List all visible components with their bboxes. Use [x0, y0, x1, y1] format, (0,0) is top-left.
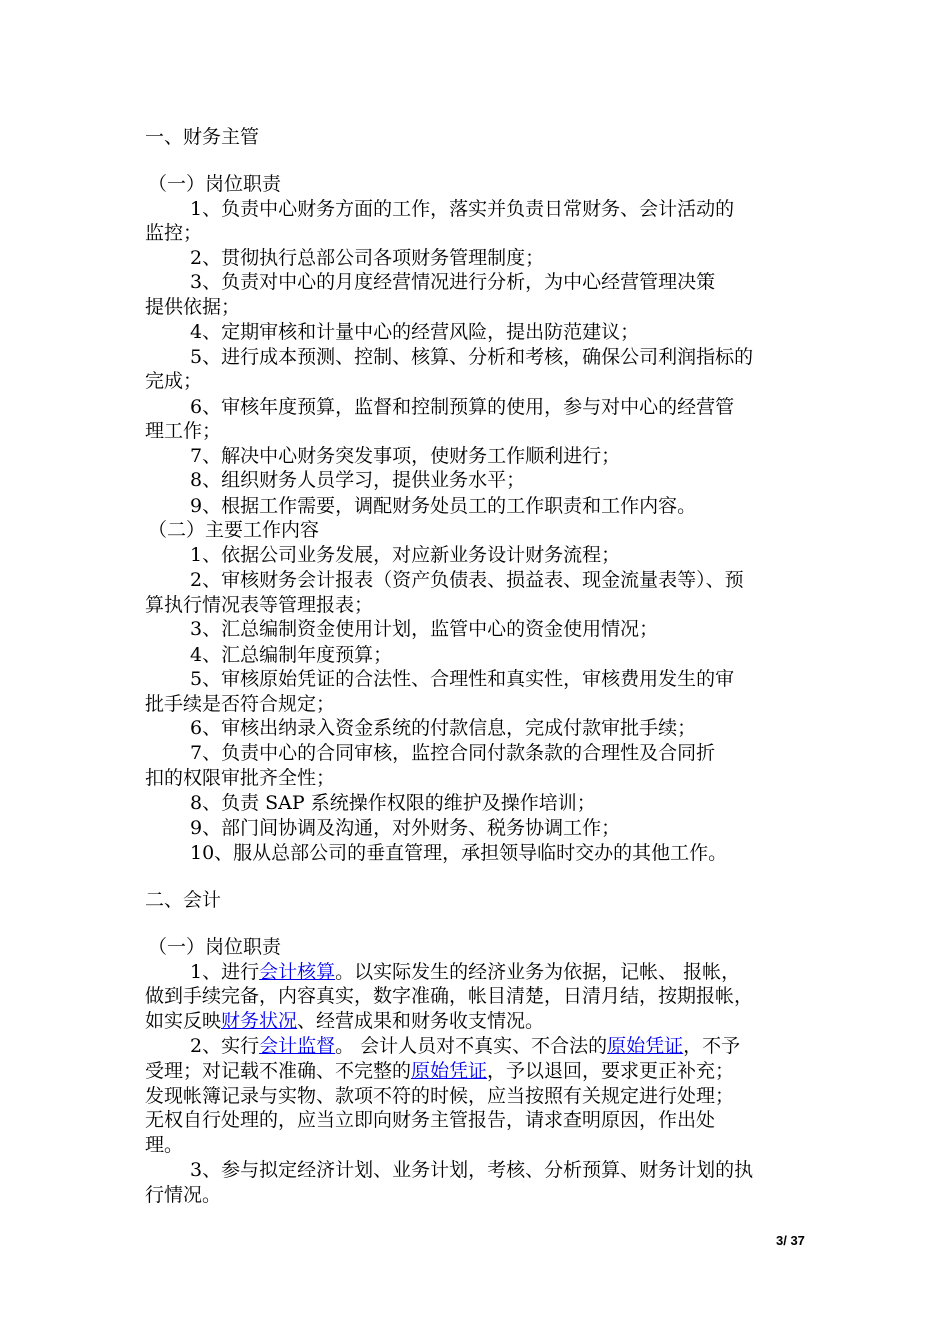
- duty-line: 9、根据工作需要，调配财务处员工的工作职责和工作内容。: [190, 495, 697, 517]
- section-title-finance-supervisor: 一、财务主管: [145, 126, 260, 148]
- duty-line: 4、定期审核和计量中心的经营风险，提出防范建议；: [190, 321, 640, 343]
- page-number: 3/ 37: [776, 1233, 805, 1248]
- text-run: 受理；对记载不准确、不完整的: [145, 1060, 412, 1082]
- work-line: 8、负责 SAP 系统操作权限的维护及操作培训；: [190, 792, 596, 814]
- subsection-heading-duties: （一）岗位职责: [148, 936, 282, 958]
- duty-line: 7、解决中心财务突发事项，使财务工作顺利进行；: [190, 445, 621, 467]
- duty-line: 5、进行成本预测、控制、核算、分析和考核，确保公司利润指标的: [190, 346, 754, 368]
- paragraph-line: [190, 960, 740, 984]
- text-run: 2、实行: [190, 1035, 260, 1057]
- duty-line: 6、审核年度预算，监督和控制预算的使用，参与对中心的经营管: [190, 396, 735, 418]
- paragraph-line: 无权自行处理的，应当立即向财务主管报告，请求查明原因，作出处: [145, 1109, 716, 1131]
- text-run: 。 会计人员对不真实、不合法的: [335, 1035, 608, 1057]
- subsection-heading-main-work: （二）主要工作内容: [148, 519, 320, 541]
- link-original-voucher[interactable]: 原始凭证: [607, 1035, 684, 1057]
- duty-line: 理工作；: [145, 420, 222, 442]
- text-run: 。以实际发生的经济业务为依据，记帐、 报帐，: [335, 961, 741, 983]
- duty-line: 1、负责中心财务方面的工作，落实并负责日常财务、会计活动的: [190, 198, 735, 220]
- paragraph-line: 发现帐簿记录与实物、款项不符的时候，应当按照有关规定进行处理；: [145, 1085, 735, 1107]
- paragraph-line: [190, 1034, 740, 1058]
- work-line: 5、审核原始凭证的合法性、合理性和真实性，审核费用发生的审: [190, 668, 735, 690]
- link-financial-status[interactable]: 财务状况: [221, 1010, 298, 1032]
- paragraph-line: [145, 1059, 734, 1083]
- work-line: 批手续是否符合规定；: [145, 693, 336, 715]
- work-line: 7、负责中心的合同审核，监控合同付款条款的合理性及合同折: [190, 742, 716, 764]
- text-run: ，予以退回，要求更正补充；: [487, 1060, 735, 1082]
- duty-line: 3、负责对中心的月度经营情况进行分析，为中心经营管理决策: [190, 271, 716, 293]
- paragraph-line: [145, 1009, 544, 1033]
- section-title-accountant: 二、会计: [145, 889, 222, 911]
- work-line: 9、部门间协调及沟通，对外财务、税务协调工作；: [190, 817, 621, 839]
- paragraph-line: 行情况。: [145, 1184, 222, 1206]
- link-accounting-calculation[interactable]: 会计核算: [259, 961, 336, 983]
- work-line: 2、审核财务会计报表（资产负债表、损益表、现金流量表等）、预: [190, 569, 744, 591]
- work-line: 算执行情况表等管理报表；: [145, 594, 374, 616]
- work-line: 扣的权限审批齐全性；: [145, 767, 336, 789]
- text-run: ，不予: [683, 1035, 741, 1057]
- subsection-heading-duties: （一）岗位职责: [148, 173, 282, 195]
- work-line: 4、汇总编制年度预算；: [190, 644, 393, 666]
- text-run: 如实反映: [145, 1010, 222, 1032]
- work-line: 1、依据公司业务发展，对应新业务设计财务流程；: [190, 544, 621, 566]
- work-line: 3、汇总编制资金使用计划，监管中心的资金使用情况；: [190, 618, 659, 640]
- link-original-voucher[interactable]: 原始凭证: [411, 1060, 488, 1082]
- work-line: 6、审核出纳录入资金系统的付款信息，完成付款审批手续；: [190, 717, 697, 739]
- duty-line: 提供依据；: [145, 296, 241, 318]
- paragraph-line: 3、参与拟定经济计划、业务计划，考核、分析预算、财务计划的执: [190, 1159, 754, 1181]
- duty-line: 完成；: [145, 370, 203, 392]
- duty-line: 8、组织财务人员学习，提供业务水平；: [190, 469, 526, 491]
- text-run: 、经营成果和财务收支情况。: [297, 1010, 545, 1032]
- duty-line: 2、贯彻执行总部公司各项财务管理制度；: [190, 247, 545, 269]
- work-line: 10、服从总部公司的垂直管理，承担领导临时交办的其他工作。: [190, 842, 728, 864]
- paragraph-line: 做到手续完备，内容真实，数字准确，帐目清楚，日清月结，按期报帐，: [145, 985, 754, 1007]
- link-accounting-supervision[interactable]: 会计监督: [259, 1035, 336, 1057]
- paragraph-line: 理。: [145, 1134, 184, 1156]
- text-run: 1、进行: [190, 961, 260, 983]
- duty-line: 监控；: [145, 222, 203, 244]
